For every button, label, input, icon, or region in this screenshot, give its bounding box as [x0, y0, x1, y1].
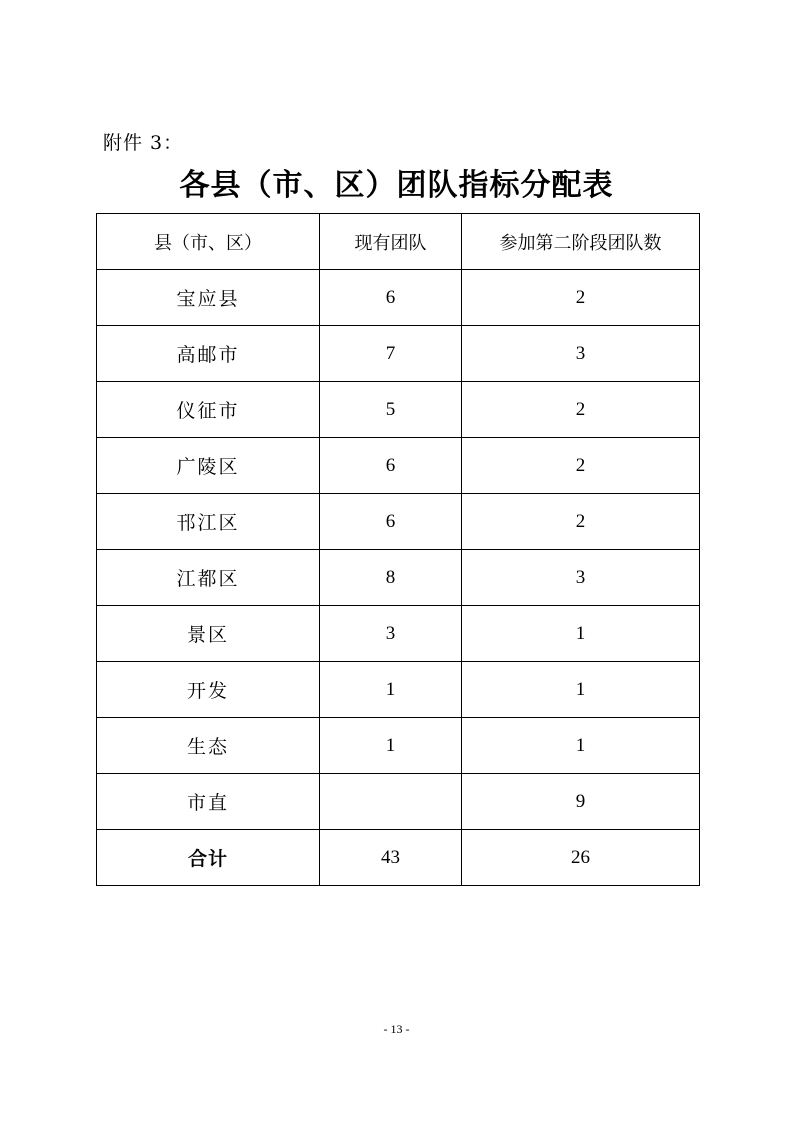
stage2-teams: 1	[462, 718, 700, 774]
table-header-row	[97, 214, 700, 270]
stage2-teams: 3	[462, 550, 700, 606]
table-row	[97, 438, 700, 494]
existing-teams: 1	[320, 718, 462, 774]
total-stage2-teams: 26	[462, 830, 700, 886]
allocation-table	[96, 213, 700, 886]
county-name: 邗江区	[97, 494, 320, 550]
table-row	[97, 718, 700, 774]
table-row	[97, 550, 700, 606]
total-existing-teams: 43	[320, 830, 462, 886]
table-row	[97, 494, 700, 550]
stage2-teams: 3	[462, 326, 700, 382]
page-title: 各县（市、区）团队指标分配表	[179, 168, 614, 203]
stage2-teams: 9	[462, 774, 700, 830]
table-row	[97, 774, 700, 830]
county-name: 仪征市	[97, 382, 320, 438]
existing-teams: 8	[320, 550, 462, 606]
county-name: 宝应县	[97, 270, 320, 326]
table-row	[97, 606, 700, 662]
header-county: 县（市、区）	[97, 214, 320, 270]
table-row	[97, 382, 700, 438]
total-label: 合计	[97, 830, 320, 886]
stage2-teams: 2	[462, 494, 700, 550]
header-existing-teams: 现有团队	[320, 214, 462, 270]
county-name: 生态	[97, 718, 320, 774]
attachment-label: 附件 3：	[103, 132, 184, 154]
existing-teams: 5	[320, 382, 462, 438]
county-name: 广陵区	[97, 438, 320, 494]
existing-teams: 6	[320, 438, 462, 494]
existing-teams	[320, 774, 462, 830]
header-stage2-teams: 参加第二阶段团队数	[462, 214, 700, 270]
county-name: 开发	[97, 662, 320, 718]
table-total-row	[97, 830, 700, 886]
table-row	[97, 270, 700, 326]
existing-teams: 6	[320, 270, 462, 326]
stage2-teams: 2	[462, 382, 700, 438]
table-row	[97, 662, 700, 718]
county-name: 高邮市	[97, 326, 320, 382]
county-name: 市直	[97, 774, 320, 830]
stage2-teams: 1	[462, 606, 700, 662]
existing-teams: 7	[320, 326, 462, 382]
existing-teams: 3	[320, 606, 462, 662]
county-name: 江都区	[97, 550, 320, 606]
existing-teams: 1	[320, 662, 462, 718]
stage2-teams: 2	[462, 270, 700, 326]
page-number: - 13 -	[383, 1022, 410, 1036]
county-name: 景区	[97, 606, 320, 662]
table-row	[97, 326, 700, 382]
stage2-teams: 1	[462, 662, 700, 718]
existing-teams: 6	[320, 494, 462, 550]
stage2-teams: 2	[462, 438, 700, 494]
